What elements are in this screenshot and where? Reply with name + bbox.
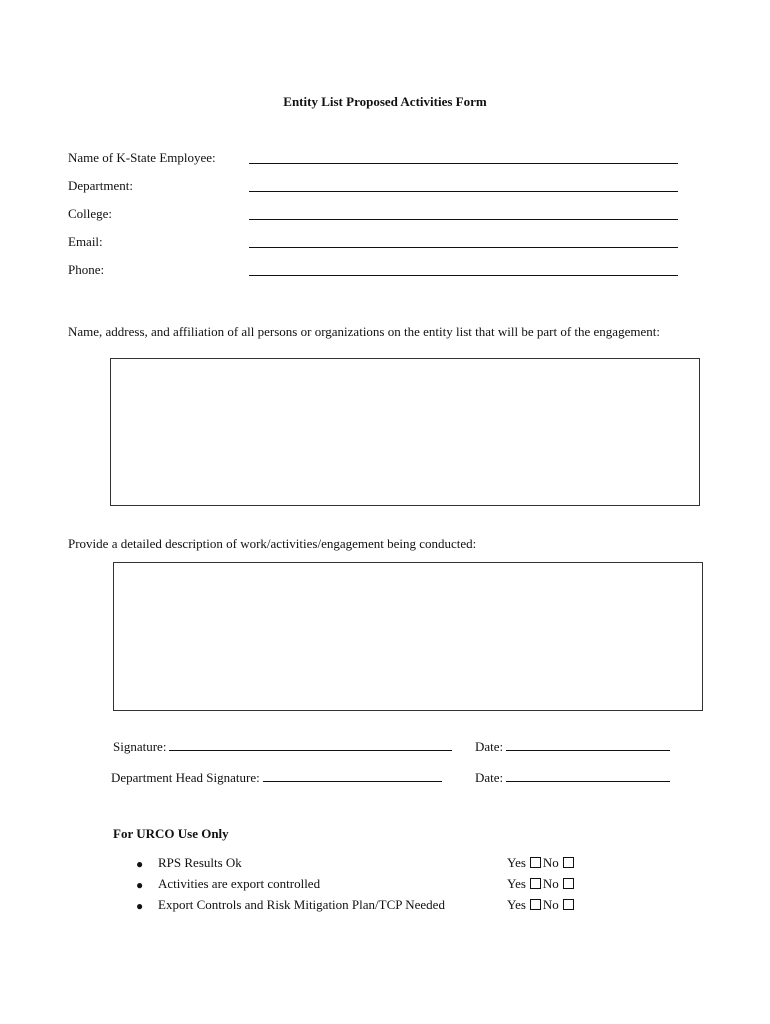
dept-head-signature-label: Department Head Signature: [111,770,260,785]
employee-name-field[interactable] [249,163,678,164]
urco-yn-rps [507,855,576,871]
college-field[interactable] [249,219,678,220]
urco-yn-mitigation-plan [507,897,576,913]
email-field[interactable] [249,247,678,248]
dept-head-signature-line[interactable] [263,769,442,782]
department-field[interactable] [249,191,678,192]
dept-head-date-label: Date: [475,770,504,785]
urco-item-export-controlled: Activities are export controlled [158,876,321,891]
yes-label: Yes [507,897,526,912]
no-label: No [542,876,559,891]
signature-label: Signature: [113,739,167,754]
urco-section-title: For URCO Use Only [113,826,229,841]
entities-textbox[interactable] [110,358,700,506]
form-title: Entity List Proposed Activities Form [283,94,487,109]
no-checkbox[interactable] [563,857,574,868]
signature-date-line[interactable] [506,738,670,751]
urco-item-rps: RPS Results Ok [158,855,242,870]
yes-label: Yes [507,876,526,891]
phone-field[interactable] [249,275,678,276]
yes-checkbox[interactable] [530,878,541,889]
no-label: No [542,897,559,912]
yes-checkbox[interactable] [530,857,541,868]
department-label: Department: [68,178,133,193]
dept-head-date-row [475,769,670,786]
urco-item-mitigation-plan: Export Controls and Risk Mitigation Plan/TCP Needed [158,897,445,912]
signature-line[interactable] [169,738,452,751]
no-checkbox[interactable] [563,899,574,910]
description-textbox[interactable] [113,562,703,711]
phone-label: Phone: [68,262,105,277]
entities-prompt: Name, address, and affiliation of all persons or organizations on the entity list that will be part of the engagement: [68,324,660,339]
bullet-icon: ● [136,857,144,871]
dept-head-date-line[interactable] [506,769,670,782]
urco-yn-export-controlled [507,876,576,892]
college-label: College: [68,206,113,221]
yes-label: Yes [507,855,526,870]
signature-date-label: Date: [475,739,504,754]
no-checkbox[interactable] [563,878,574,889]
signature-date-row [475,738,670,755]
yes-checkbox[interactable] [530,899,541,910]
email-label: Email: [68,234,103,249]
employee-name-label: Name of K-State Employee: [68,150,216,165]
dept-head-row [111,769,442,786]
signature-row [113,738,452,755]
bullet-icon: ● [136,899,144,913]
no-label: No [542,855,559,870]
bullet-icon: ● [136,878,144,892]
description-prompt: Provide a detailed description of work/activities/engagement being conducted: [68,536,477,551]
